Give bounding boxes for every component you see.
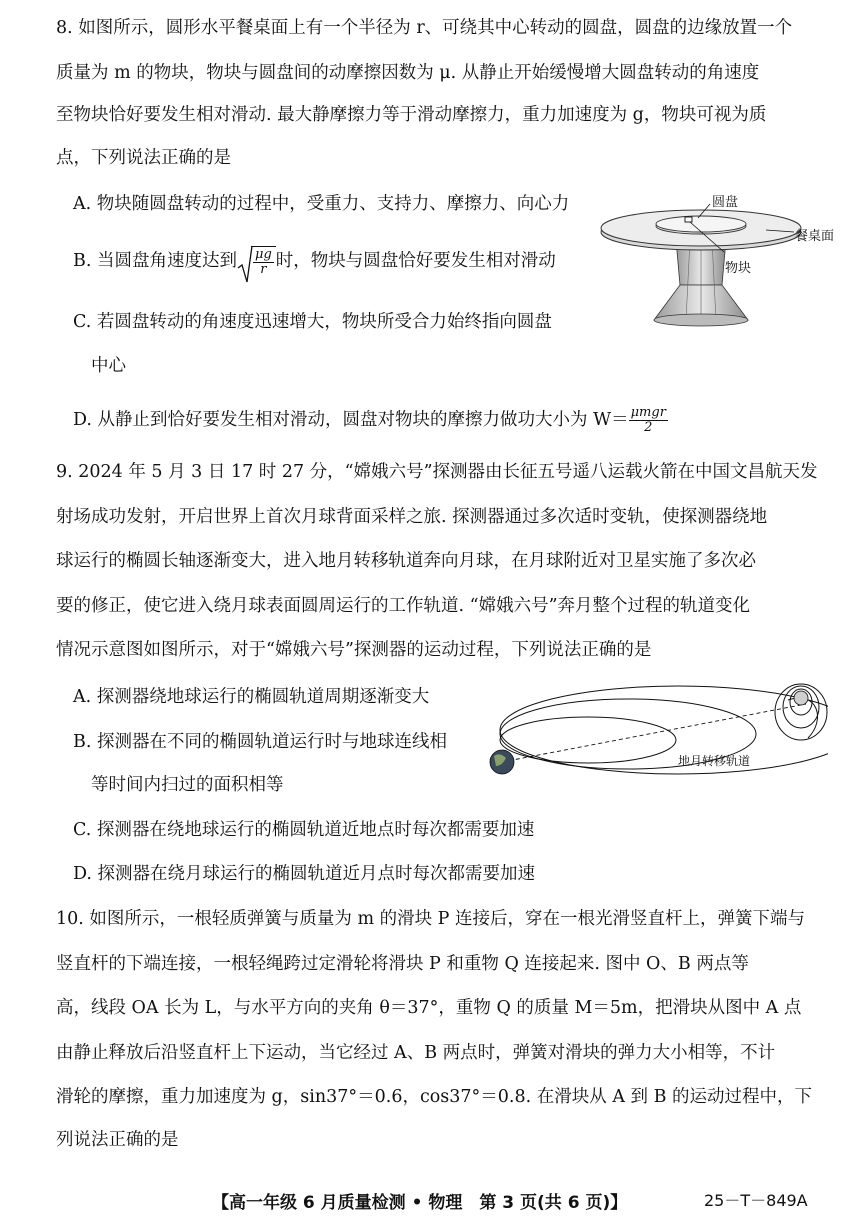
- q9-stem-line-5: 情况示意图如图所示，对于“嫦娥六号”探测器的运动过程，下列说法正确的是: [56, 640, 652, 660]
- work-formula: [629, 406, 668, 435]
- fig-label-block: 物块: [725, 261, 752, 276]
- q8-option-d: [73, 406, 668, 435]
- moon-icon: [794, 691, 808, 705]
- fig-label-disk: 圆盘: [712, 195, 739, 210]
- q10-stem-line-5: 滑轮的摩擦，重力加速度为 g，sin37°＝0.6，cos37°＝0.8. 在滑块从 A 到 B 的运动过程中，下: [56, 1087, 813, 1107]
- q9-stem-line-2: 射场成功发射，开启世界上首次月球背面采样之旅. 探测器通过多次适时变轨，使探测器绕地: [56, 507, 768, 527]
- q8-option-b-denominator: r: [260, 262, 267, 277]
- q8-option-b-numerator: μg: [255, 247, 272, 262]
- q8-option-d-numerator: μmgr: [630, 405, 666, 420]
- q9-option-c: C. 探测器在绕地球运行的椭圆轨道近地点时每次都需要加速: [73, 820, 535, 840]
- page-footer-title: 【高一年级 6 月质量检测 • 物理 第 3 页(共 6 页)】: [212, 1193, 628, 1213]
- q8-option-d-denominator: 2: [644, 420, 653, 435]
- q8-option-b-tail: 时，物块与圆盘恰好要发生相对滑动: [275, 251, 556, 271]
- q9-stem-line-1: 9. 2024 年 5 月 3 日 17 时 27 分，“嫦娥六号”探测器由长征五号遥八运载火箭在中国文昌航天发: [56, 462, 818, 482]
- q8-option-c-line-2: 中心: [91, 356, 126, 376]
- q8-option-b-text: B. 当圆盘角速度达到: [73, 251, 237, 271]
- q8-stem-line-3: 至物块恰好要发生相对滑动. 最大静摩擦力等于滑动摩擦力，重力加速度为 g，物块可视为质: [56, 105, 767, 125]
- fig-label-table: 餐桌面: [795, 229, 835, 244]
- q10-stem-line-2: 竖直杆的下端连接，一根轻绳跨过定滑轮将滑块 P 和重物 Q 连接起来. 图中 O、B 两点等: [56, 954, 749, 974]
- q9-stem-line-3: 球运行的椭圆长轴逐渐变大，进入地月转移轨道奔向月球，在月球附近对卫星实施了多次必: [56, 551, 756, 571]
- q10-stem-line-6: 列说法正确的是: [56, 1130, 179, 1150]
- table-disk-figure: [598, 190, 823, 330]
- page-footer-code: 25－T－849A: [704, 1191, 808, 1210]
- q10-stem-line-1: 10. 如图所示，一根轻质弹簧与质量为 m 的滑块 P 连接后，穿在一根光滑竖直杆上，弹簧下端与: [56, 909, 806, 929]
- q9-option-b-line-2: 等时间内扫过的面积相等: [91, 775, 284, 795]
- q8-stem-line-4: 点，下列说法正确的是: [56, 148, 231, 168]
- fig-label-transfer-orbit: 地月转移轨道: [678, 754, 751, 768]
- q10-stem-line-4: 由静止释放后沿竖直杆上下运动，当它经过 A、B 两点时，弹簧对滑块的弹力大小相等，不计: [56, 1043, 776, 1063]
- q10-stem-line-3: 高，线段 OA 长为 L，与水平方向的夹角 θ＝37°，重物 Q 的质量 M＝5m，把滑块从图中 A 点: [56, 998, 802, 1018]
- q9-option-d: D. 探测器在绕月球运行的椭圆轨道近月点时每次都需要加速: [73, 864, 536, 884]
- q8-option-d-text: D. 从静止到恰好要发生相对滑动，圆盘对物块的摩擦力做功大小为 W＝: [73, 410, 629, 430]
- q8-option-a: A. 物块随圆盘转动的过程中，受重力、支持力、摩擦力、向心力: [73, 194, 570, 214]
- sqrt-formula: [237, 246, 276, 277]
- orbit-figure: [488, 680, 828, 785]
- q9-stem-line-4: 要的修正，使它进入绕月球表面圆周运行的工作轨道. “嫦娥六号”奔月整个过程的轨道变化: [56, 596, 751, 616]
- q8-option-c-line-1: C. 若圆盘转动的角速度迅速增大，物块所受合力始终指向圆盘: [73, 312, 552, 332]
- q9-option-b-line-1: B. 探测器在不同的椭圆轨道运行时与地球连线相: [73, 732, 447, 752]
- q8-stem-line-1: 8. 如图所示，圆形水平餐桌面上有一个半径为 r、可绕其中心转动的圆盘，圆盘的边缘放置一个: [56, 18, 793, 38]
- q9-option-a: A. 探测器绕地球运行的椭圆轨道周期逐渐变大: [73, 687, 430, 707]
- q8-stem-line-2: 质量为 m 的物块，物块与圆盘间的动摩擦因数为 μ. 从静止开始缓慢增大圆盘转动的角速度: [56, 63, 760, 83]
- q8-option-b: [73, 246, 556, 277]
